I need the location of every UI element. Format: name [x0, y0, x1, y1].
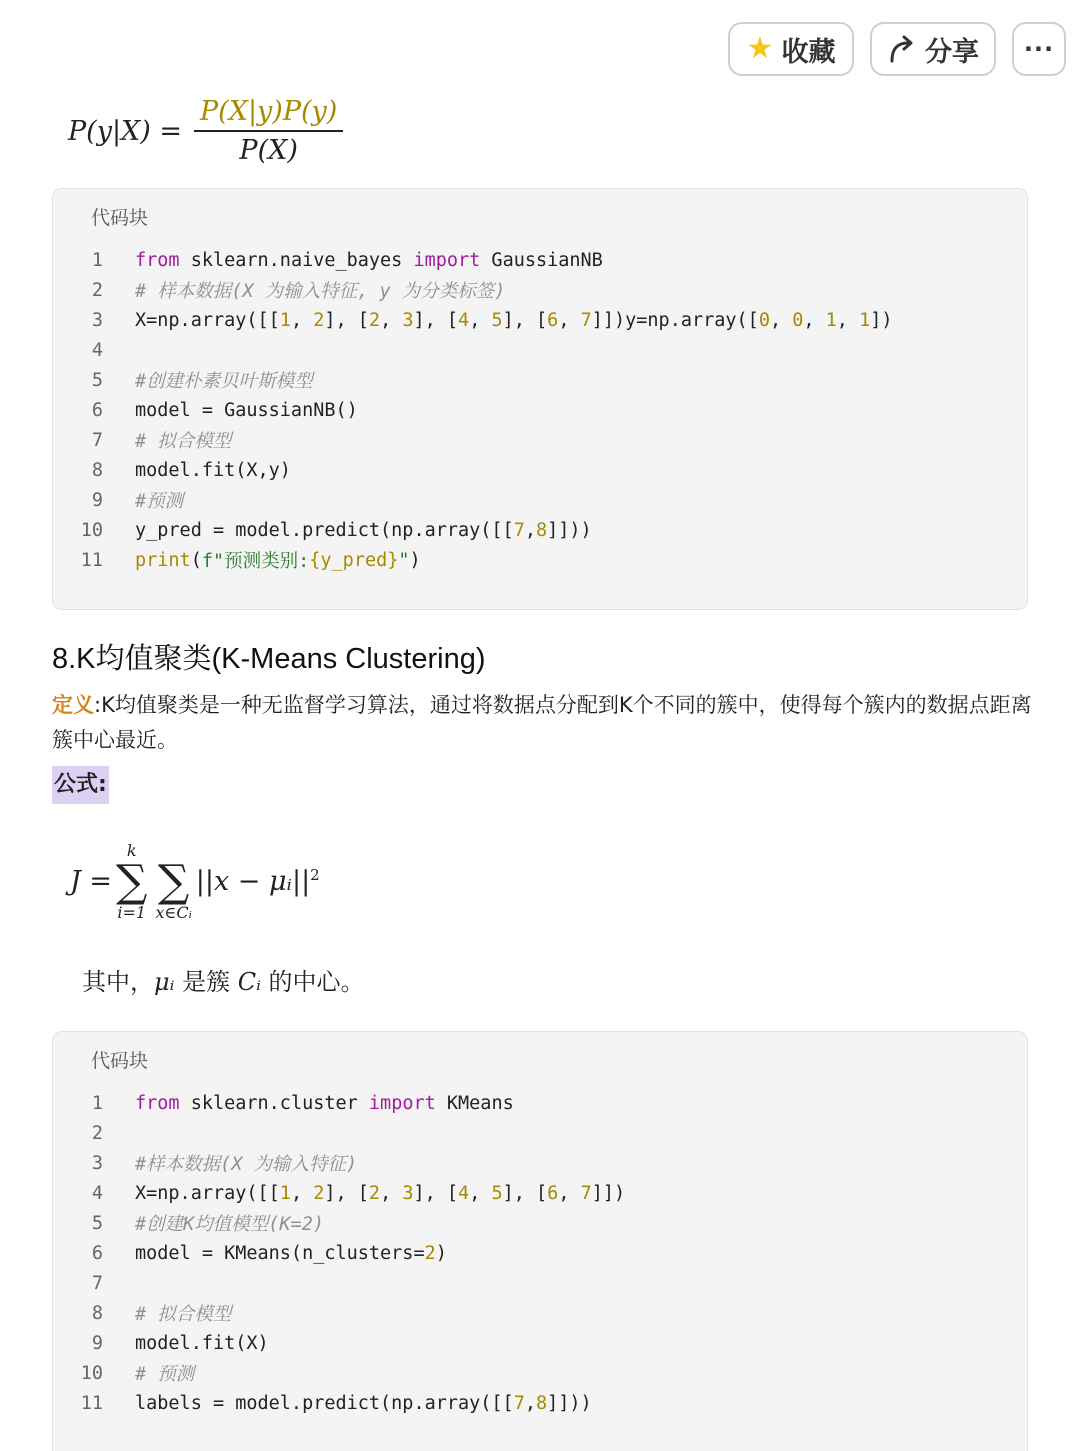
code-token: 1 — [279, 309, 291, 331]
code-token: 1 — [279, 1182, 291, 1204]
code-token: ]])) — [547, 1392, 592, 1414]
code-line — [53, 365, 893, 395]
code-token: , — [524, 519, 536, 541]
code-line — [53, 485, 893, 515]
where-prefix: 其中， — [82, 968, 154, 996]
code-token: #创建朴素贝叶斯模型 — [135, 371, 313, 392]
definition-label: 定义 — [52, 693, 94, 717]
code-token: KMeans — [435, 1092, 514, 1114]
bayes-fraction — [194, 96, 343, 166]
code-block-kmeans — [52, 1031, 1028, 1451]
code-token: 4 — [458, 309, 470, 331]
code-token: 0 — [758, 309, 770, 331]
definition-text: :K均值聚类是一种无监督学习算法，通过将数据点分配到K个不同的簇中，使得每个簇内的数据点距离簇中心最近。 — [52, 693, 1032, 752]
code-token: 2 — [313, 1182, 325, 1204]
more-options-button[interactable] — [1012, 22, 1066, 76]
code-token: 5 — [491, 309, 503, 331]
code-token: 2 — [313, 309, 325, 331]
line-number: 5 — [91, 369, 103, 391]
line-number: 6 — [91, 1242, 103, 1264]
where-mid: 是簇 — [174, 968, 238, 996]
line-number: 6 — [91, 399, 103, 421]
code-token: , — [836, 309, 860, 331]
code-line — [53, 395, 893, 425]
outer-sum-bottom: i=1 — [117, 902, 147, 922]
code-token: , — [290, 309, 314, 331]
code-token: 1 — [825, 309, 837, 331]
kmeans-body — [196, 866, 320, 897]
bayes-lhs: P(y|X) = — [68, 115, 183, 147]
code-token: ]])y=np.array([ — [591, 309, 759, 331]
code-token: GaussianNB — [480, 249, 603, 271]
code-token: 7 — [580, 1182, 592, 1204]
code-token: 7 — [513, 519, 525, 541]
code-token: 0 — [792, 309, 804, 331]
code-line — [53, 1208, 625, 1238]
line-number: 2 — [91, 1122, 103, 1144]
code-line — [53, 1298, 625, 1328]
code-token: ], [ — [324, 309, 369, 331]
code-line — [53, 305, 893, 335]
code-line — [53, 425, 893, 455]
code-token: # 预测 — [135, 1364, 195, 1385]
action-toolbar — [728, 22, 1066, 76]
line-number: 10 — [80, 519, 103, 541]
code-token: , — [558, 309, 581, 331]
formula-explanation — [82, 962, 365, 997]
line-number: 1 — [91, 1092, 103, 1114]
code-token: model = KMeans(n_clusters= — [135, 1242, 425, 1264]
code-block-naive-bayes — [52, 188, 1028, 610]
code-token: model.fit(X,y) — [135, 459, 291, 481]
line-number: 3 — [91, 1152, 103, 1174]
code-token: ]])) — [547, 519, 592, 541]
bayes-numerator: P(X|y)P(y) — [194, 96, 343, 132]
power: 2 — [310, 866, 320, 885]
norm-expression: ||x − μᵢ|| — [195, 866, 311, 898]
code-block-title: 代码块 — [91, 207, 149, 229]
code-token: , — [524, 1392, 536, 1414]
code-token: ]]) — [591, 1182, 626, 1204]
code-token: 5 — [491, 1182, 503, 1204]
code-token: , — [380, 309, 403, 331]
line-number: 3 — [91, 309, 103, 331]
code-token: 6 — [547, 309, 559, 331]
sigma-symbol: ∑ — [116, 855, 148, 907]
code-token: #预测 — [135, 491, 184, 512]
code-token: from — [135, 1092, 180, 1114]
line-number: 4 — [91, 339, 103, 361]
code-lines — [53, 1088, 625, 1418]
code-token: X=np.array([[ — [135, 309, 280, 331]
code-token: labels = model.predict(np.array([[ — [135, 1392, 514, 1414]
code-line — [53, 275, 893, 305]
kmeans-lhs: J = — [70, 866, 113, 898]
code-block-title: 代码块 — [91, 1050, 149, 1072]
bayes-formula — [68, 96, 343, 166]
code-token: y_pred = model.predict(np.array([[ — [135, 519, 514, 541]
outer-sum — [116, 842, 147, 921]
code-token: ], [ — [413, 309, 459, 331]
line-number: 7 — [91, 429, 103, 451]
code-token: , — [290, 1182, 314, 1204]
code-token: import — [368, 1092, 436, 1114]
mu-symbol: μᵢ — [154, 968, 175, 996]
code-token: 6 — [547, 1182, 559, 1204]
code-line — [53, 1268, 625, 1298]
line-number: 4 — [91, 1182, 103, 1204]
more-icon: ··· — [1023, 35, 1055, 63]
code-token: ]) — [870, 309, 893, 331]
code-token: #样本数据(X 为输入特征) — [135, 1154, 358, 1175]
code-line — [53, 455, 893, 485]
collect-label: 收藏 — [781, 36, 836, 68]
code-token: 1 — [859, 309, 871, 331]
code-token: 3 — [402, 309, 414, 331]
code-token: ], [ — [413, 1182, 459, 1204]
code-line — [53, 545, 893, 575]
line-number: 11 — [80, 1392, 103, 1414]
code-token: ) — [435, 1242, 447, 1264]
cluster-symbol: Cᵢ — [237, 968, 261, 996]
code-line — [53, 1328, 625, 1358]
code-token: print — [135, 549, 191, 571]
code-token: " — [398, 549, 410, 571]
formula-label: 公式: — [52, 766, 109, 804]
code-line — [53, 1118, 625, 1148]
line-number: 8 — [91, 1302, 103, 1324]
outer-sum-top: k — [126, 841, 137, 860]
line-number: 1 — [91, 249, 103, 271]
code-token: from — [135, 249, 180, 271]
code-token: , — [558, 1182, 581, 1204]
star-icon: ★ — [746, 31, 774, 66]
code-line — [53, 1358, 625, 1388]
code-token: 7 — [580, 309, 592, 331]
line-number: 10 — [80, 1362, 103, 1384]
code-token: # 样本数据(X 为输入特征, y 为分类标签) — [135, 281, 506, 302]
code-token: ( — [190, 549, 202, 571]
code-token: ], [ — [502, 1182, 548, 1204]
share-arrow-icon — [887, 34, 917, 64]
code-token: , — [380, 1182, 403, 1204]
definition-paragraph — [52, 688, 1032, 758]
line-number: 11 — [80, 549, 103, 571]
code-token: model.fit(X) — [135, 1332, 269, 1354]
line-number: 8 — [91, 459, 103, 481]
code-line — [53, 1148, 625, 1178]
code-line — [53, 1088, 625, 1118]
code-line — [53, 515, 893, 545]
share-label: 分享 — [925, 36, 979, 68]
line-number: 5 — [91, 1212, 103, 1234]
code-token: ], [ — [324, 1182, 369, 1204]
code-token: model = GaussianNB() — [135, 399, 358, 421]
code-token: , — [769, 309, 793, 331]
code-token: X=np.array([[ — [135, 1182, 280, 1204]
code-line — [53, 1178, 625, 1208]
code-token: ) — [409, 549, 421, 571]
code-line — [53, 335, 893, 365]
code-token: 7 — [513, 1392, 525, 1414]
code-token: # 拟合模型 — [135, 431, 232, 452]
section-heading: 8.K均值聚类(K-Means Clustering) — [52, 643, 486, 675]
line-number: 2 — [91, 279, 103, 301]
inner-sum — [155, 842, 191, 921]
line-number: 9 — [91, 1332, 103, 1354]
code-lines — [53, 245, 893, 575]
code-token: f"预测类别: — [201, 551, 310, 572]
inner-sum-bottom: x∈Cᵢ — [155, 902, 192, 922]
code-token: 2 — [368, 309, 381, 331]
where-suffix: 的中心。 — [260, 968, 365, 996]
code-token: #创建K均值模型(K=2) — [135, 1214, 324, 1235]
collect-button[interactable] — [728, 22, 854, 76]
code-token: sklearn.naive_bayes — [179, 249, 414, 271]
code-token: 8 — [535, 1392, 548, 1414]
line-number: 9 — [91, 489, 103, 511]
code-token: , — [469, 309, 492, 331]
code-token: {y_pred} — [309, 549, 399, 571]
code-token: 3 — [402, 1182, 414, 1204]
code-line — [53, 245, 893, 275]
code-token: 4 — [458, 1182, 470, 1204]
code-token: 2 — [424, 1242, 436, 1264]
code-token: ], [ — [502, 309, 548, 331]
share-button[interactable] — [870, 22, 996, 76]
code-token: , — [469, 1182, 492, 1204]
sigma-symbol: ∑ — [157, 855, 190, 907]
code-token: 2 — [368, 1182, 381, 1204]
bayes-denominator: P(X) — [239, 135, 298, 166]
code-token: import — [413, 249, 481, 271]
code-token: sklearn.cluster — [179, 1092, 369, 1114]
code-line — [53, 1238, 625, 1268]
kmeans-formula — [70, 842, 320, 921]
code-token: # 拟合模型 — [135, 1304, 232, 1325]
line-number: 7 — [91, 1272, 103, 1294]
code-token: 8 — [535, 519, 548, 541]
code-token: , — [803, 309, 826, 331]
code-line — [53, 1388, 625, 1418]
